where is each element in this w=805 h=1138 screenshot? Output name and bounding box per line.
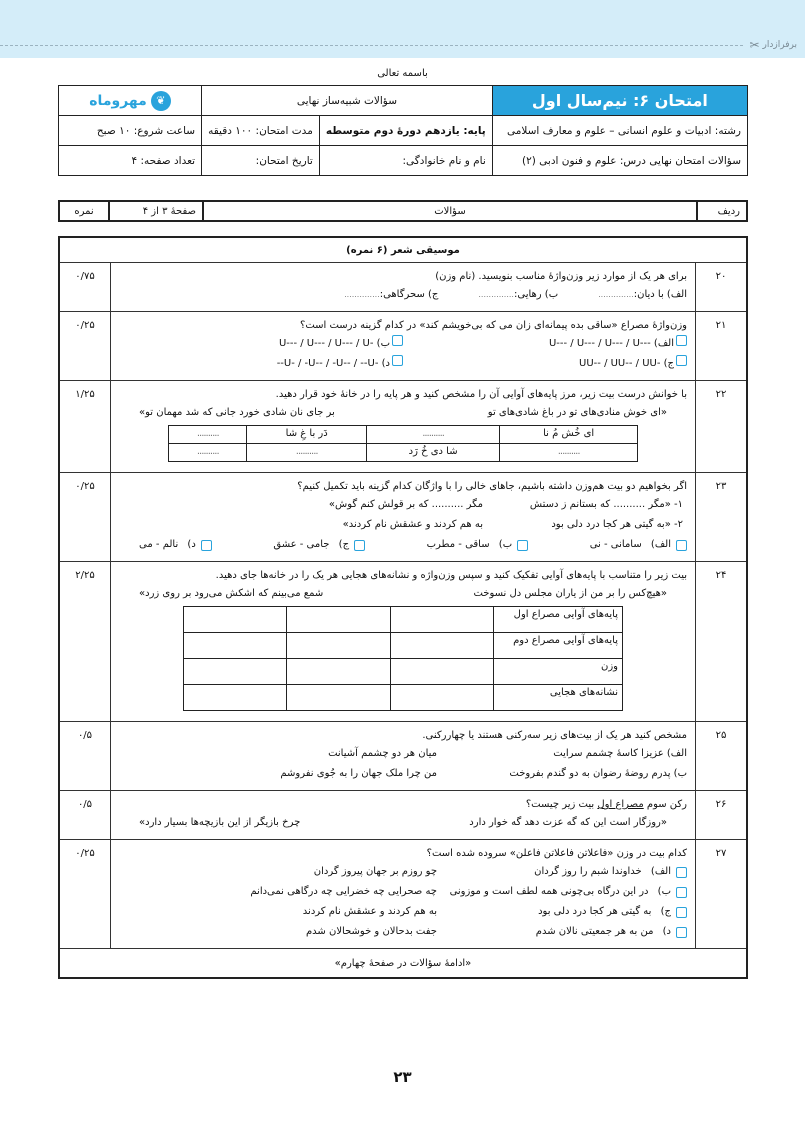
option[interactable]: الف) U--- / U--- / U--- / U--- xyxy=(403,334,687,354)
logo xyxy=(59,86,202,116)
question-text: کدام بیت در وزن «فاعلاتن فاعلاتن فاعلن» سروده شده است؟ xyxy=(426,848,687,859)
question-number: ۲۰ xyxy=(696,263,748,312)
duration: مدت امتحان: ۱۰۰ دقیقه xyxy=(202,116,320,146)
grid-cell: شا دی خُ رَد xyxy=(366,444,499,462)
question-row xyxy=(59,473,747,562)
question-number: ۲۱ xyxy=(696,312,748,381)
question-row xyxy=(59,722,747,791)
brand-mark xyxy=(749,38,797,52)
question-row xyxy=(59,312,747,381)
question-score: ۰/۲۵ xyxy=(59,840,111,949)
scissors-icon: ✂ xyxy=(749,38,760,52)
grid-cell[interactable] xyxy=(287,633,390,659)
grid-cell: ای خُش مُ نا xyxy=(500,426,638,444)
question-number: ۲۶ xyxy=(696,791,748,840)
question-text: رکن سوم مصراع اول بیت زیر چیست؟ xyxy=(525,799,687,810)
exam-subtitle: سؤالات شبیه‌ساز نهایی xyxy=(202,86,493,116)
grid-cell[interactable] xyxy=(287,659,390,685)
page-indicator: صفحهٔ ۳ از ۴ xyxy=(109,201,203,221)
section-title: موسیقی شعر (۶ نمره) xyxy=(59,237,747,263)
row-label: نشانه‌های هجایی xyxy=(494,685,623,711)
page-count: تعداد صفحه: ۴ xyxy=(59,146,202,176)
row-col-label: ردیف xyxy=(697,201,747,221)
page-number: ۲۳ xyxy=(393,1068,412,1086)
question-number: ۲۳ xyxy=(696,473,748,562)
verse: «ای خوش منادی‌های تو در باغ شادی‌های تو بر جای نان شادی خورد جانی که شد مهمان تو» xyxy=(139,407,667,418)
question-body: مشخص کنید هر یک از بیت‌های زیر سه‌رکنی هستند یا چهاررکنی. الف) عزیزا کاسهٔ چشمم سرایت میان هر دو چشمم آشیانت ب) پدرم روضهٔ رضوان به دو گندم بفروخت من چرا ملک جهان را به جُوی نفروشم xyxy=(111,722,696,791)
verse: «روزگار است این که گه عزت دهد گه خوار دارد چرخ بازیگر از این بازیچه‌ها بسیار دارد» xyxy=(139,817,667,828)
question-text: اگر بخواهیم دو بیت هم‌وزن داشته باشیم، جاهای خالی را با واژگان کدام گزینه باید تکمیل کنیم؟ xyxy=(297,481,687,492)
option[interactable]: ج) به گیتی هر کجا درد دلی بود به هم کردند و عشقش نام کردند xyxy=(119,902,687,922)
question-body xyxy=(111,381,696,473)
option[interactable]: ج) UU-- / UU-- / UU- xyxy=(403,354,687,374)
start-time: ساعت شروع: ۱۰ صبح xyxy=(59,116,202,146)
checkbox[interactable] xyxy=(676,540,687,551)
checkbox[interactable] xyxy=(676,867,687,878)
answer-field[interactable]: الف) با دیان:.............. xyxy=(598,289,687,300)
option[interactable]: د) نالم - می xyxy=(139,535,212,555)
grid-cell[interactable]: .......... xyxy=(169,426,247,444)
option[interactable]: ب) در این درگاه بی‌چونی همه لطف است و موزونی چه صحرایی چه خضرایی چه درگاهی نمی‌دانم xyxy=(119,882,687,902)
question-row xyxy=(59,263,747,312)
checkbox[interactable] xyxy=(354,540,365,551)
exam-header xyxy=(58,85,748,176)
question-score: ۰/۷۵ xyxy=(59,263,111,312)
butterfly-icon: ❦ xyxy=(151,91,171,111)
question-number: ۲۵ xyxy=(696,722,748,791)
question-body xyxy=(111,840,696,949)
question-text: مشخص کنید هر یک از بیت‌های زیر سه‌رکنی هستند یا چهاررکنی. xyxy=(422,730,687,741)
row-label: پایه‌های آوایی مصراع اول xyxy=(494,607,623,633)
checkbox[interactable] xyxy=(392,355,403,366)
option[interactable]: ج) جامی - عشق xyxy=(273,535,365,555)
checkbox[interactable] xyxy=(517,540,528,551)
question-text: وزن‌واژهٔ مصراع «ساقی بده پیمانه‌ای زان می که بی‌خویشم کند» در کدام گزینه درست است؟ xyxy=(300,320,687,331)
question-number: ۲۲ xyxy=(696,381,748,473)
brand-text: برفرازدار xyxy=(762,40,797,50)
grid-cell[interactable] xyxy=(390,685,493,711)
checkbox[interactable] xyxy=(676,907,687,918)
grid-cell[interactable] xyxy=(184,607,287,633)
question-score: ۰/۲۵ xyxy=(59,312,111,381)
question-text: با خوانش درست بیت زیر، مرز پایه‌های آوایی آن را مشخص کنید و هر پایه را در خانهٔ خود قرار دهید. xyxy=(275,389,687,400)
exam-date-field[interactable]: تاریخ امتحان: xyxy=(202,146,320,176)
logo-text: مهروماه xyxy=(89,92,147,109)
question-row xyxy=(59,791,747,840)
checkbox[interactable] xyxy=(201,540,212,551)
option[interactable]: د) من به هر جمعیتی نالان شدم جفت بدحالان و خوشحالان شدم xyxy=(119,922,687,942)
grade: پایه: یازدهم دورهٔ دوم متوسطه xyxy=(319,116,492,146)
analysis-grid xyxy=(183,606,623,711)
question-score: ۰/۲۵ xyxy=(59,473,111,562)
grid-cell[interactable] xyxy=(390,659,493,685)
field: رشته: ادبیات و علوم انسانی – علوم و معارف اسلامی xyxy=(492,116,747,146)
grid-cell[interactable] xyxy=(184,685,287,711)
question-score: ۰/۵ xyxy=(59,722,111,791)
question-row xyxy=(59,840,747,949)
option[interactable]: الف) خداوندا شبم را روز گردان چو روزم بر جهان پیروز گردان xyxy=(119,862,687,882)
option[interactable]: الف) سامانی - نی xyxy=(590,535,687,555)
grid-cell: دَر با غِ شا xyxy=(247,426,366,444)
question-text: برای هر یک از موارد زیر وزن‌واژهٔ مناسب بنویسید. (نام وزن) xyxy=(435,271,687,282)
grid-cell[interactable] xyxy=(287,685,390,711)
checkbox[interactable] xyxy=(676,355,687,366)
answer-field[interactable]: ج) سحرگاهی:.............. xyxy=(344,289,439,300)
grid-cell[interactable]: .......... xyxy=(169,444,247,462)
option[interactable]: ب) ساقی - مطرب xyxy=(427,535,529,555)
checkbox[interactable] xyxy=(676,927,687,938)
option[interactable]: ب) U--- / U--- / U--- / U- xyxy=(119,334,403,354)
question-score: ۱/۲۵ xyxy=(59,381,111,473)
foot-grid xyxy=(168,425,638,462)
questions-col-label: سؤالات xyxy=(203,201,697,221)
grid-cell[interactable] xyxy=(184,633,287,659)
question-score: ۰/۵ xyxy=(59,791,111,840)
question-body xyxy=(111,263,696,312)
question-body: اگر بخواهیم دو بیت هم‌وزن داشته باشیم، جاهای خالی را با واژگان کدام گزینه باید تکمیل کنیم؟ ۱- «مگر .......... که بستانم ز دستش مگر .......... که بر قولش کنم گوش» ۲- «به گیتی هر کجا درد دلی بود به هم کردند و عشقش نام کردند» الف) سامانی - نی ب) ساقی - مطرب ج) جامی - عشق د) نالم - می xyxy=(111,473,696,562)
student-name-field[interactable]: نام و نام خانوادگی: xyxy=(319,146,492,176)
score-col-label: نمره xyxy=(59,201,109,221)
grid-cell[interactable] xyxy=(184,659,287,685)
grid-cell[interactable]: .......... xyxy=(366,426,499,444)
course: سؤالات امتحان نهایی درس: علوم و فنون ادبی (۲) xyxy=(492,146,747,176)
question-number: ۲۴ xyxy=(696,562,748,722)
question-body xyxy=(111,791,696,840)
checkbox[interactable] xyxy=(392,335,403,346)
top-band xyxy=(0,0,805,58)
grid-cell[interactable] xyxy=(390,607,493,633)
cut-line xyxy=(0,45,743,46)
row-label: وزن xyxy=(494,659,623,685)
bismillah: باسمه تعالی xyxy=(377,68,428,79)
row-label: پایه‌های آوایی مصراع دوم xyxy=(494,633,623,659)
option[interactable]: د) --U- / -U-- / -U-- / --U- xyxy=(119,354,403,374)
question-row xyxy=(59,562,747,722)
question-body xyxy=(111,562,696,722)
question-row xyxy=(59,381,747,473)
grid-cell[interactable]: .......... xyxy=(500,444,638,462)
exam-title: امتحان ۶: نیم‌سال اول xyxy=(492,86,747,116)
questions-table xyxy=(58,236,748,979)
grid-cell[interactable]: .......... xyxy=(247,444,366,462)
checkbox[interactable] xyxy=(676,335,687,346)
verse: «هیچ‌کس را بر من از یاران مجلس دل نسوخت شمع می‌بینم که اشکش می‌رود بر روی زرد» xyxy=(139,588,667,599)
checkbox[interactable] xyxy=(676,887,687,898)
grid-cell[interactable] xyxy=(390,633,493,659)
grid-cell[interactable] xyxy=(287,607,390,633)
column-header xyxy=(58,200,748,222)
answer-field[interactable]: ب) رهایی:.............. xyxy=(478,289,559,300)
question-score: ۲/۲۵ xyxy=(59,562,111,722)
question-text: بیت زیر را متناسب با پایه‌های آوایی تفکیک کنید و سپس وزن‌واژه و نشانه‌های هجایی هر یک را در خانه‌ها جای دهید. xyxy=(215,570,687,581)
question-body xyxy=(111,312,696,381)
question-number: ۲۷ xyxy=(696,840,748,949)
continuation-note: «ادامهٔ سؤالات در صفحهٔ چهارم» xyxy=(59,949,747,979)
